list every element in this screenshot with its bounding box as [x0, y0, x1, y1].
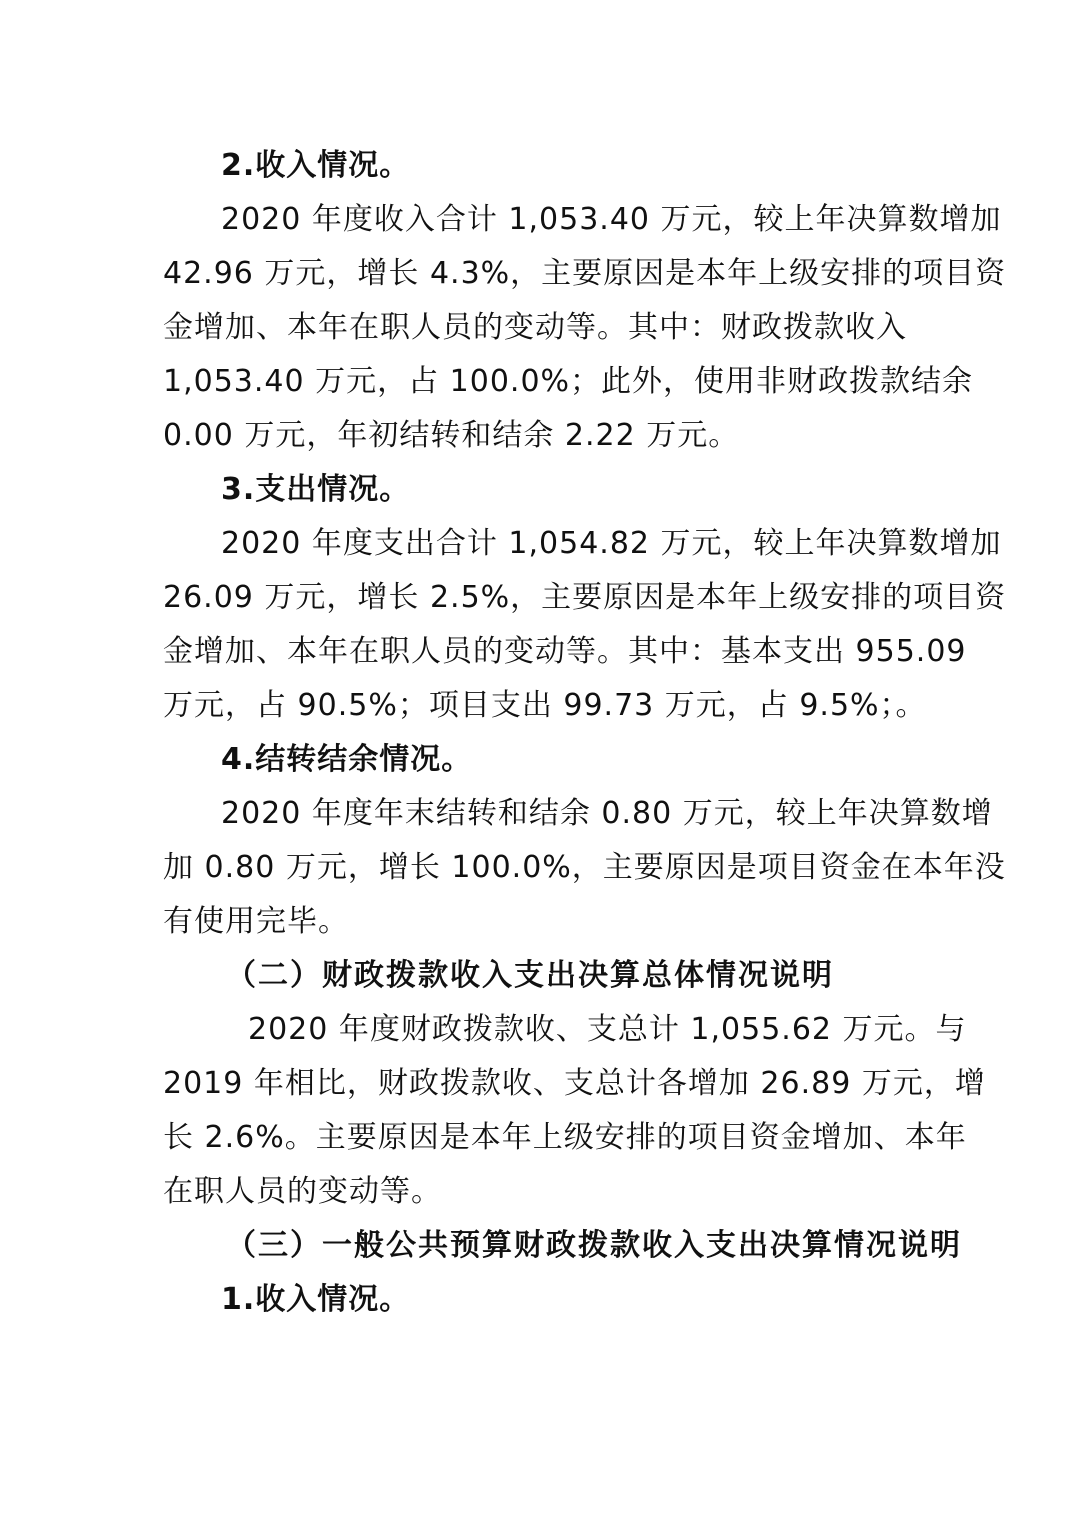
section-heading-2: （二）财政拨款收入支出决算总体情况说明 [226, 958, 834, 993]
paragraph-line: 加 0.80 万元，增长 100.0%，主要原因是项目资金在本年没 [163, 850, 1006, 885]
paragraph-line: 有使用完毕。 [163, 904, 349, 939]
paragraph-line: 金增加、本年在职人员的变动等。其中：基本支出 955.09 [163, 634, 967, 669]
paragraph-line: 2020 年度财政拨款收、支总计 1,055.62 万元。与 [248, 1012, 967, 1047]
heading-income-2: 1.收入情况。 [221, 1282, 411, 1317]
paragraph-line: 1,053.40 万元，占 100.0%；此外，使用非财政拨款结余 [163, 364, 974, 399]
paragraph-line: 2020 年度收入合计 1,053.40 万元，较上年决算数增加 [221, 202, 1002, 237]
paragraph-line: 万元，占 90.5%；项目支出 99.73 万元，占 9.5%；。 [163, 688, 927, 723]
paragraph-line: 0.00 万元，年初结转和结余 2.22 万元。 [163, 418, 740, 453]
heading-income: 2.收入情况。 [221, 148, 411, 183]
paragraph-line: 2020 年度支出合计 1,054.82 万元，较上年决算数增加 [221, 526, 1002, 561]
paragraph-line: 长 2.6%。主要原因是本年上级安排的项目资金增加、本年 [163, 1120, 967, 1155]
paragraph-line: 金增加、本年在职人员的变动等。其中：财政拨款收入 [163, 310, 907, 345]
paragraph-line: 26.09 万元，增长 2.5%，主要原因是本年上级安排的项目资 [163, 580, 1007, 615]
paragraph-line: 2019 年相比，财政拨款收、支总计各增加 26.89 万元，增 [163, 1066, 986, 1101]
heading-expenditure: 3.支出情况。 [221, 472, 411, 507]
paragraph-line: 在职人员的变动等。 [163, 1174, 442, 1209]
paragraph-line: 2020 年度年末结转和结余 0.80 万元，较上年决算数增 [221, 796, 993, 831]
heading-carryover: 4.结转结余情况。 [221, 742, 473, 777]
paragraph-line: 42.96 万元，增长 4.3%，主要原因是本年上级安排的项目资 [163, 256, 1007, 291]
section-heading-3: （三）一般公共预算财政拨款收入支出决算情况说明 [226, 1228, 962, 1263]
